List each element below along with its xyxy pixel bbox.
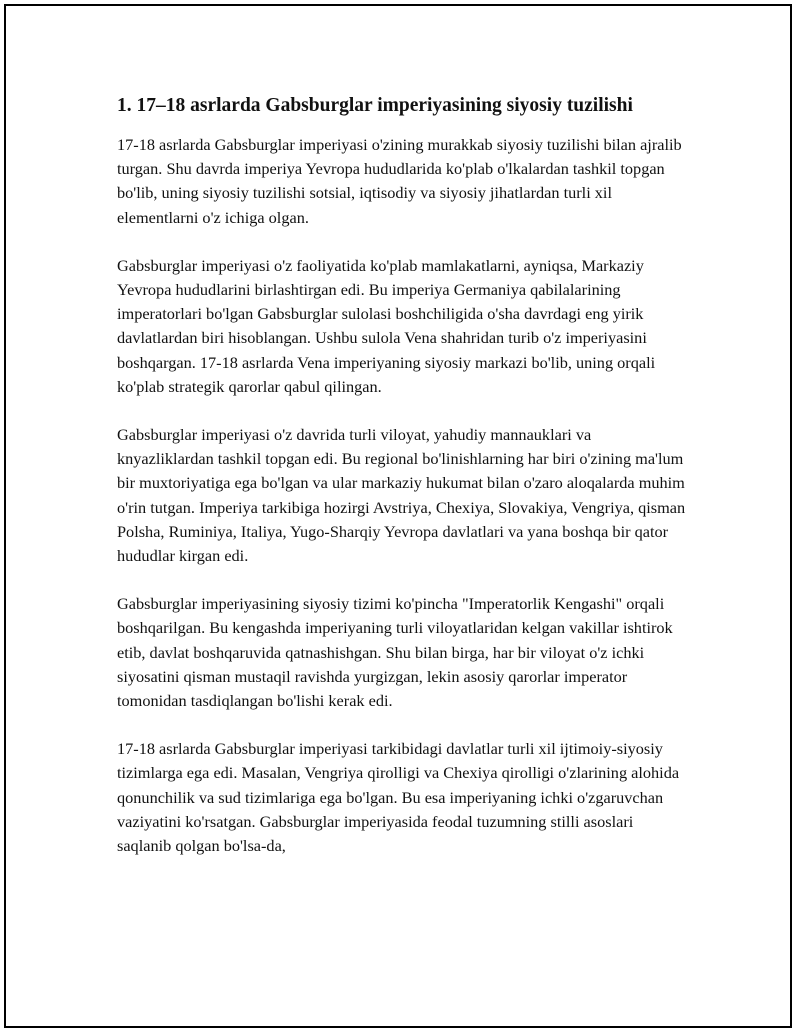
paragraph-1: 17-18 asrlarda Gabsburglar imperiyasi o'zining murakkab siyosiy tuzilishi bilan ajralib turgan. Shu davrda imperiya Yevropa hududlarida ko'plab o'lkalardan tashkil topgan bo'lib, uning siyosiy tuzilishi sotsial, iqtisodiy va siyosiy jihatlardan turli xil elementlarni o'z ichiga olgan. <box>117 135 682 227</box>
paragraph-3: Gabsburglar imperiyasi o'z davrida turli viloyat, yahudiy mannauklari va knyazliklardan tashkil topgan edi. Bu regional bo'linishlarning har biri o'zining ma'lum bir muxtoriyatiga ega bo'lgan va ular markaziy hukumat bilan o'zaro aloqalarda muhim o'rin tutgan. Imperiya tarkibiga hozirgi Avstriya, Chexiya, Slovakiya, Vengriya, qisman Polsha, Ruminiya, Italiya, Yugo-Sharqiy Yevropa davlatlari va yana boshqa bir qator hududlar kirgan edi. <box>117 425 686 566</box>
document-body <box>117 93 689 882</box>
section-heading: 1. 17–18 asrlarda Gabsburglar imperiyasining siyosiy tuzilishi <box>117 95 633 116</box>
paragraph-2: Gabsburglar imperiyasi o'z faoliyatida ko'plab mamlakatlarni, ayniqsa, Markaziy Yevropa hududlarini birlashtirgan edi. Bu imperiya Germaniya qabilalarining imperatorlari bo'lgan Gabsburglar sulolasi boshchiligida o'sha davrdagi eng yirik davlatlardan biri hisoblangan. Ushbu sulola Vena shahridan turib o'z imperiyasini boshqargan. 17-18 asrlarda Vena imperiyaning siyosiy markazi bo'lib, uning orqali ko'plab strategik qarorlar qabul qilingan. <box>117 255 656 396</box>
paragraph-5: 17-18 asrlarda Gabsburglar imperiyasi tarkibidagi davlatlar turli xil ijtimoiy-siyosiy tizimlarga ega edi. Masalan, Vengriya qirolligi va Chexiya qirolligi o'zlarining alohida qonunchilik va sud tizimlariga ega bo'lgan. Bu esa imperiyaning ichki o'zgaruvchan vaziyatini ko'rsatgan. Gabsburglar imperiyasida feodal tuzumning stilli asoslari saqlanib qolgan bo'lsa-da, <box>117 739 680 856</box>
paragraph-4: Gabsburglar imperiyasining siyosiy tizimi ko'pincha "Imperatorlik Kengashi" orqali boshqarilgan. Bu kengashda imperiyaning turli viloyatlaridan kelgan vakillar ishtirok etib, davlat boshqaruvida qatnashishgan. Shu bilan birga, har bir viloyat o'z ichki siyosatini qisman mustaqil ravishda yurgizgan, lekin asosiy qarorlar imperator tomonidan tasdiqlangan bo'lishi kerak edi. <box>117 594 673 711</box>
